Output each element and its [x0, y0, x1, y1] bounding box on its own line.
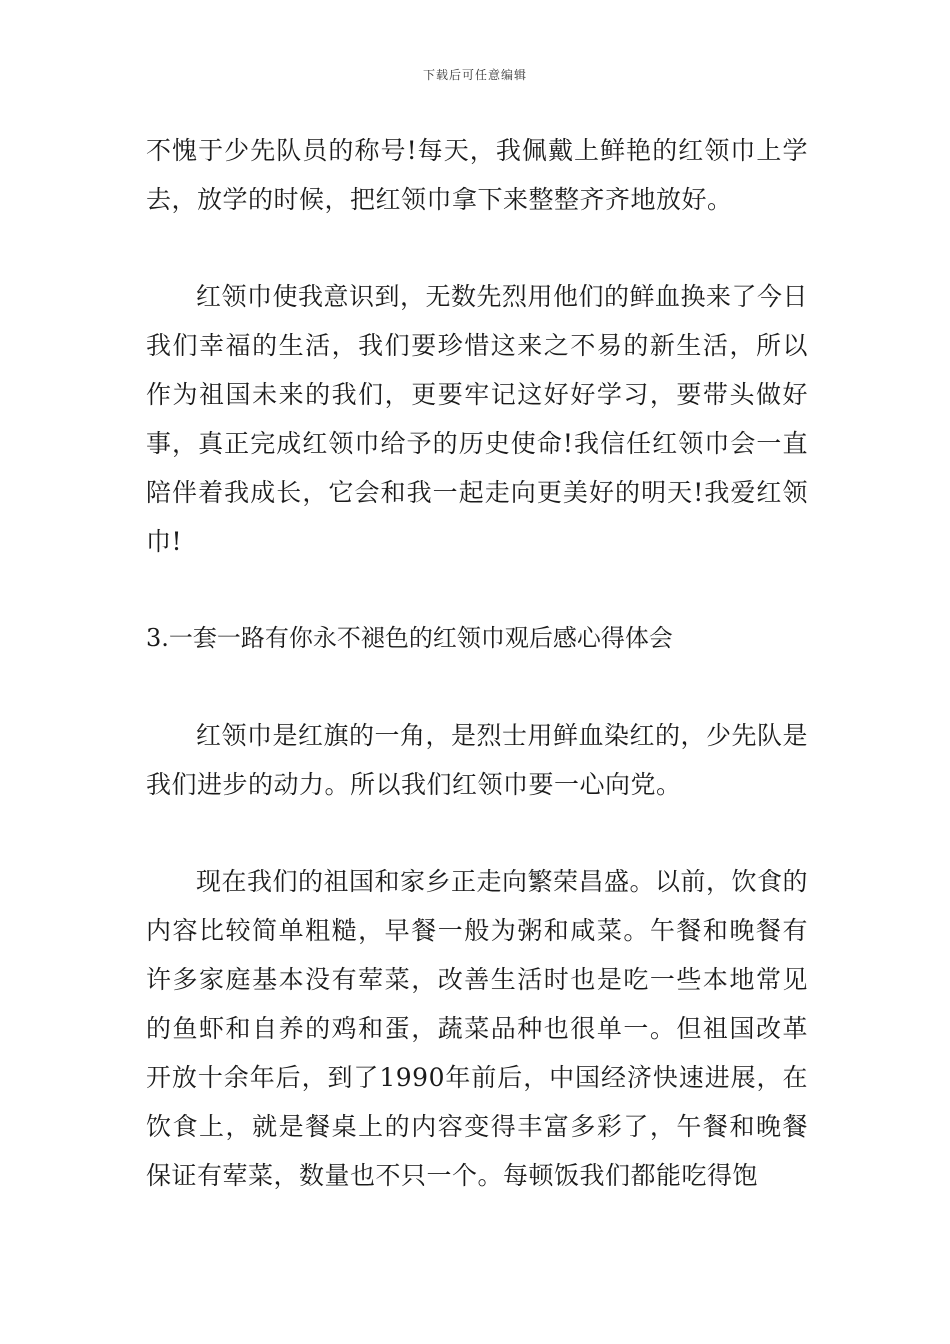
paragraph-4: 现在我们的祖国和家乡正走向繁荣昌盛。以前，饮食的内容比较简单粗糙，早餐一般为粥和咸菜。午餐和晚餐有许多家庭基本没有荤菜，改善生活时也是吃一些本地常见的鱼虾和自养的鸡和蛋，蔬菜品种也很单一。但祖国改革开放十余年后，到了1990年前后，中国经济快速进展，在饮食上，就是餐桌上的内容变得丰富多彩了，午餐和晚餐保证有荤菜，数量也不只一个。每顿饭我们都能吃得饱 — [146, 867, 809, 1190]
page-header: 下载后可任意编辑 — [422, 68, 527, 82]
document-body — [146, 126, 808, 1200]
paragraph-2: 红领巾使我意识到，无数先烈用他们的鲜血换来了今日我们幸福的生活，我们要珍惜这来之不易的新生活，所以作为祖国未来的我们，更要牢记这好好学习，要带头做好事，真正完成红领巾给予的历史使命!我信任红领巾会一直陪伴着我成长，它会和我一起走向更美好的明天!我爱红领巾! — [146, 282, 809, 556]
paragraph-1: 不愧于少先队员的称号!每天，我佩戴上鲜艳的红领巾上学去，放学的时候，把红领巾拿下来整整齐齐地放好。 — [146, 136, 808, 214]
paragraph-3: 红领巾是红旗的一角，是烈士用鲜血染红的，少先队是我们进步的动力。所以我们红领巾要一心向党。 — [146, 721, 809, 799]
section-heading: 3.一套一路有你永不褪色的红领巾观后感心得体会 — [146, 624, 673, 652]
